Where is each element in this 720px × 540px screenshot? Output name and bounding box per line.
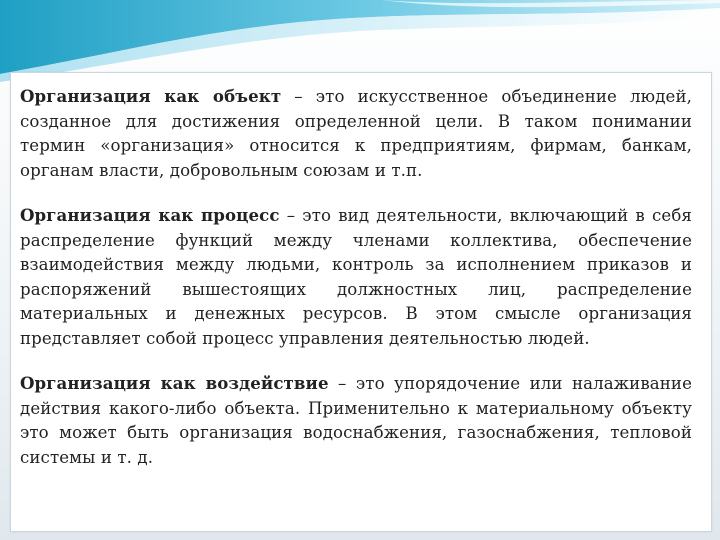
term-object: Организация как объект bbox=[20, 86, 282, 106]
term-process: Организация как процесс bbox=[20, 205, 280, 225]
term-influence: Организация как воздействие bbox=[20, 373, 329, 393]
paragraph-object bbox=[20, 84, 692, 183]
paragraph-influence bbox=[20, 371, 692, 470]
paragraph-process bbox=[20, 203, 692, 351]
definition-object: – это искусственное объединение людей, созданное для достижения определенной цели. В таком понимании термин «организация» относится к предприятиям, фирмам, банкам, органам власти, добровольным союзам и т.п. bbox=[20, 87, 692, 180]
definition-process: – это вид деятельности, включающий в себя распределение функций между членами коллектива, обеспечение взаимодействия между людьми, контроль за исполнением приказов и распоряжений вышестоящих должностных лиц, распределение материальных и денежных ресурсов. В этом смысле организация представляет собой процесс управления деятельностью людей. bbox=[20, 206, 693, 348]
definition-influence: – это упорядочение или налаживание действия какого-либо объекта. Применительно к материальному объекту это может быть организация водоснабжения, газоснабжения, тепловой системы и т. д. bbox=[20, 374, 692, 467]
